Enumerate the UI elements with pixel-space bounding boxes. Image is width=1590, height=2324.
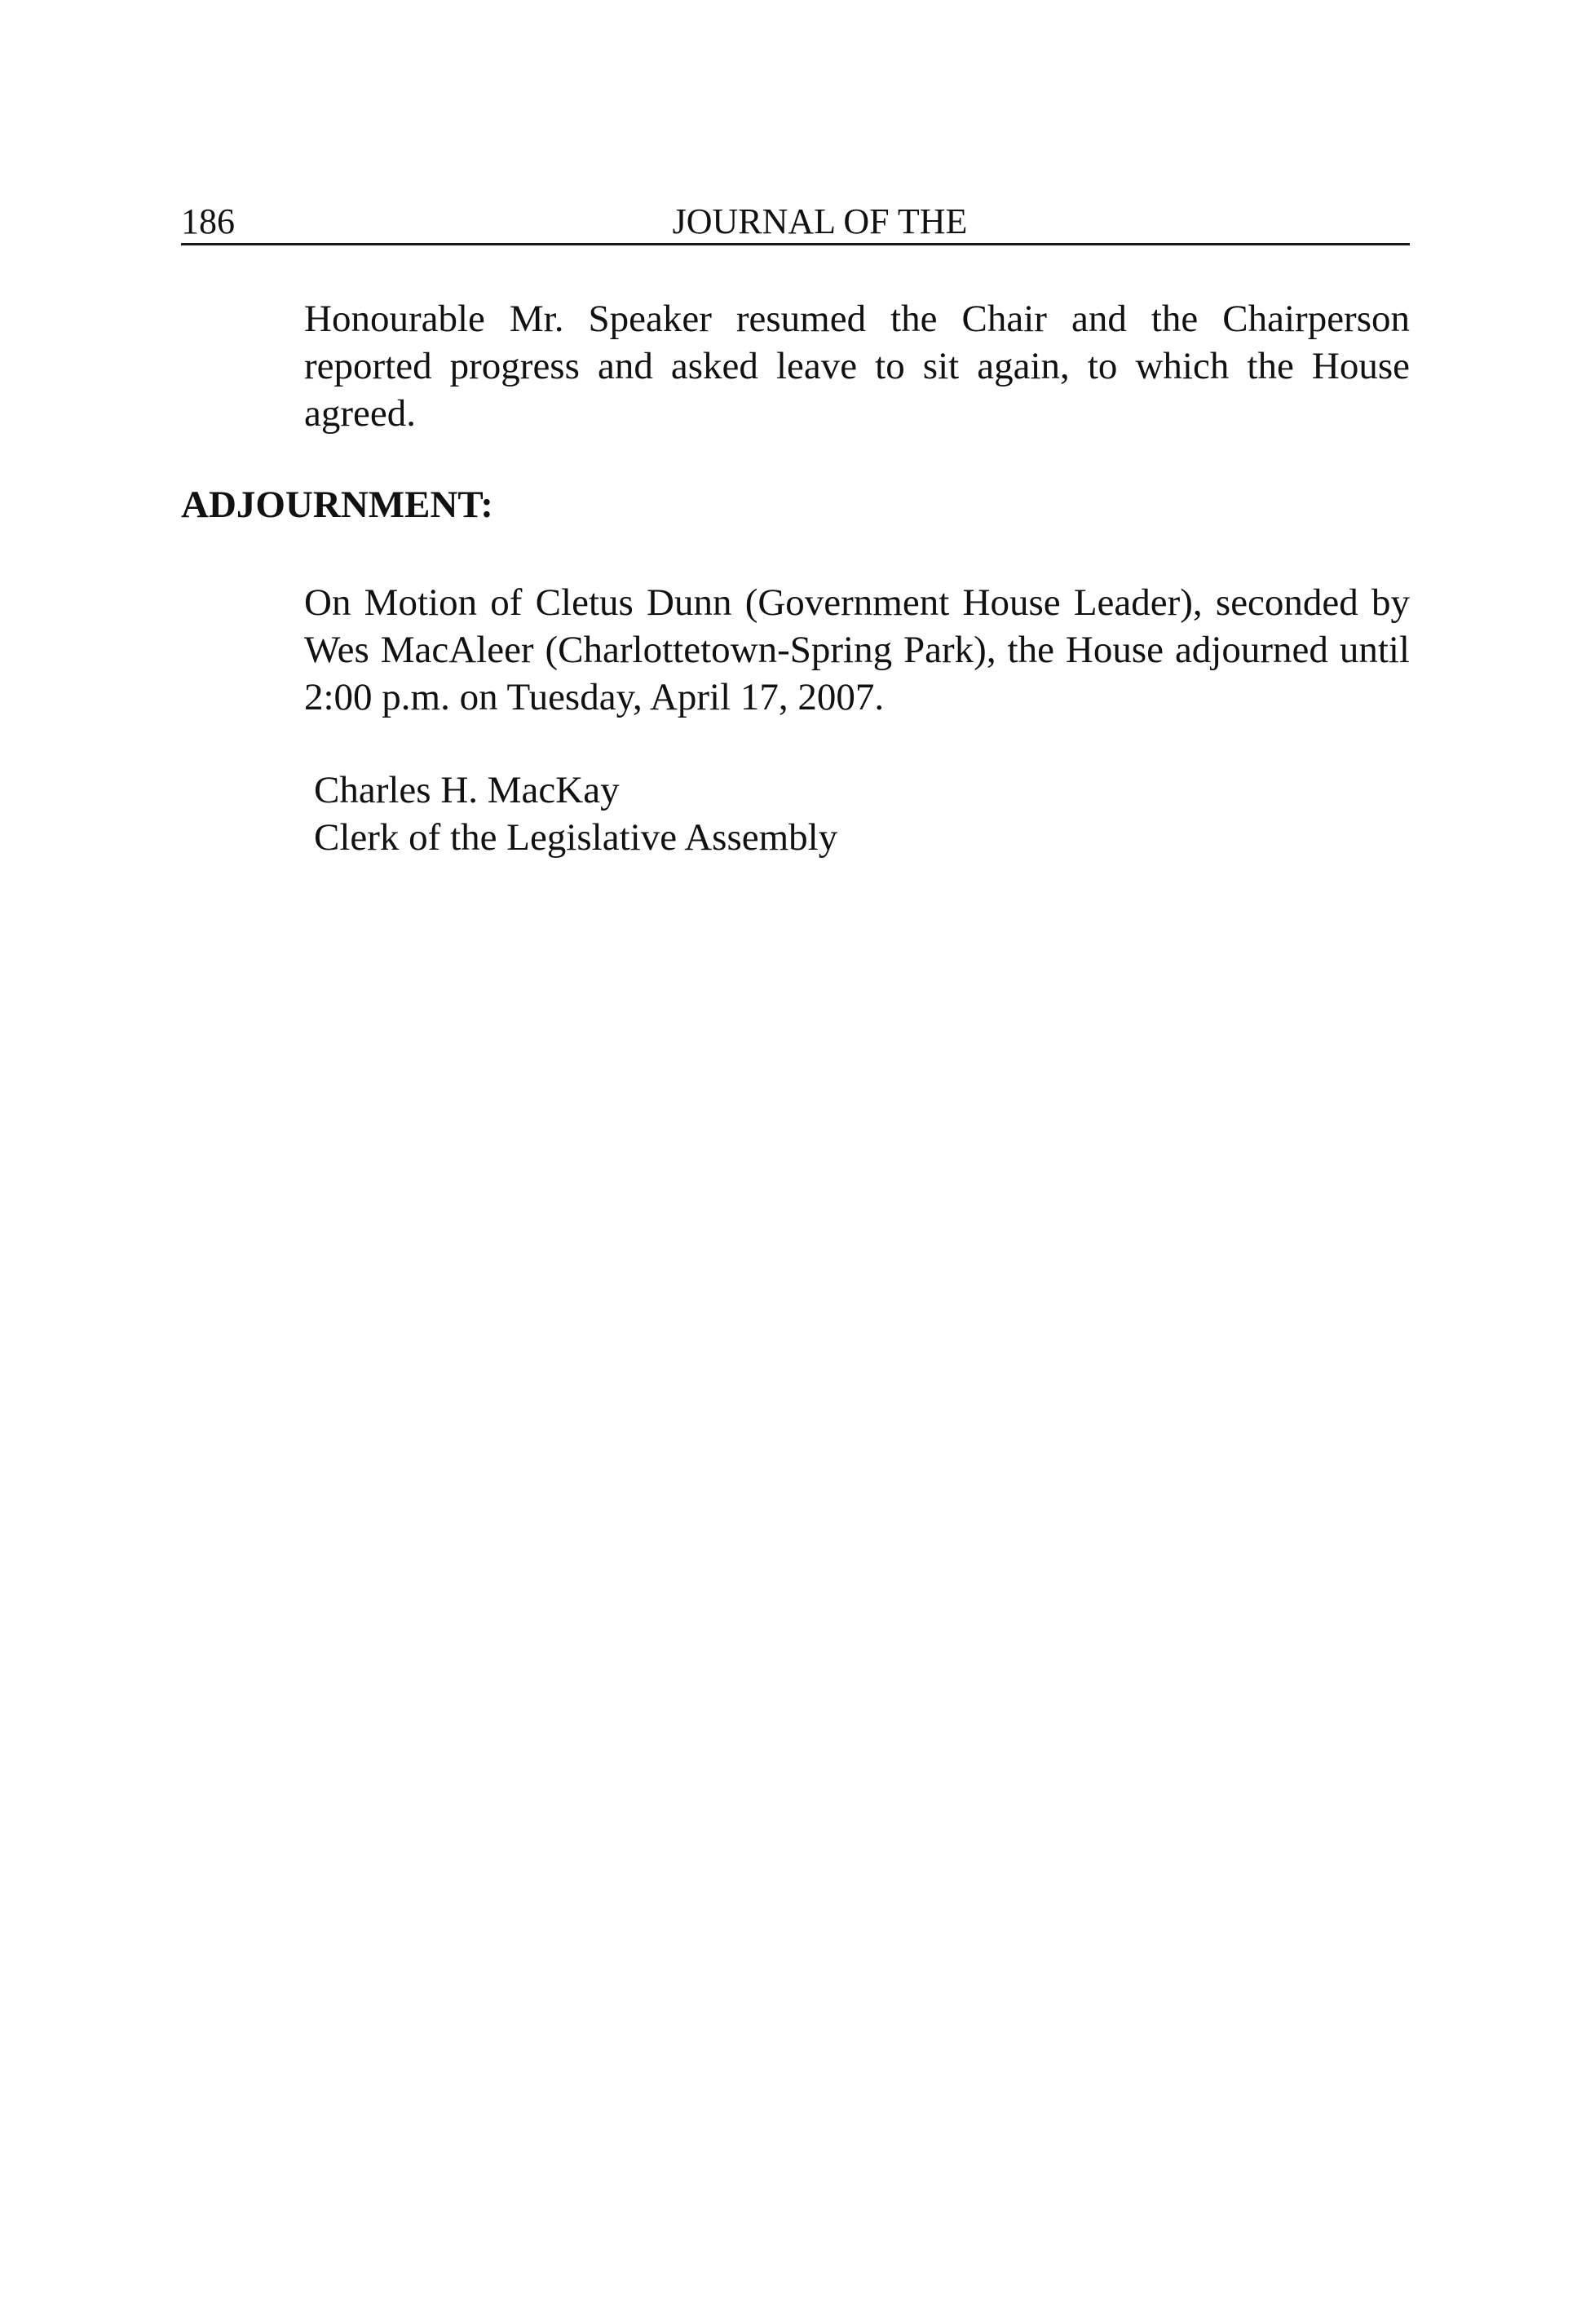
body-paragraph-speaker-resumed: Honourable Mr. Speaker resumed the Chair and the Chairperson reported progress and asked leave to sit again, to which the House agreed.	[304, 298, 1410, 435]
section-heading-adjournment: ADJOURNMENT:	[181, 484, 493, 526]
page-number: 186	[181, 201, 235, 241]
running-title: JOURNAL OF THE	[672, 201, 968, 241]
signatory-title: Clerk of the Legislative Assembly	[314, 816, 838, 859]
signatory-name: Charles H. MacKay	[314, 769, 620, 811]
page-header	[181, 201, 1410, 245]
body-paragraph-adjournment-motion: On Motion of Cletus Dunn (Government House Leader), seconded by Wes MacAleer (Charlottetown-Spring Park), the House adjourned until 2:00 p.m. on Tuesday, April 17, 2007.	[304, 581, 1410, 718]
signature-block	[314, 767, 837, 861]
